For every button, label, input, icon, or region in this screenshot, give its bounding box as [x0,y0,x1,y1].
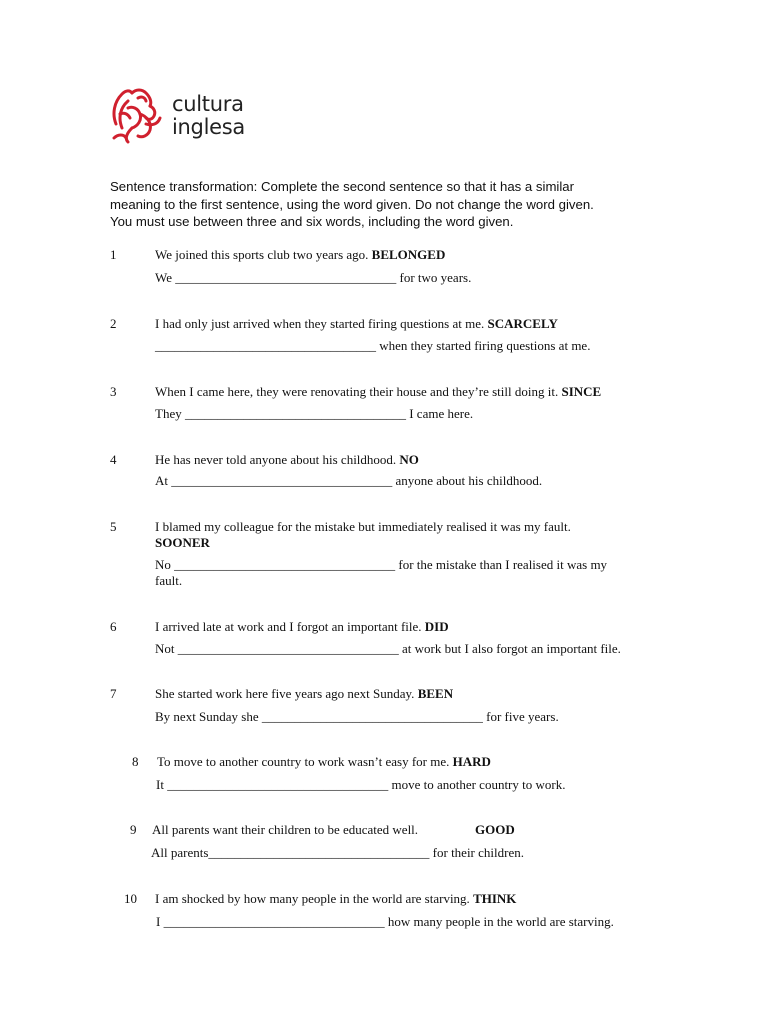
answer-suffix: for the mistake than I realised it was my [395,557,608,572]
keyword: SINCE [561,384,602,399]
item-number: 6 [110,619,117,634]
prompt-sentence [155,247,445,263]
logo-text-inglesa: inglesa [172,115,245,139]
keyword: SCARCELY [487,316,558,331]
answer-blank[interactable]: __________________________________ [177,641,399,656]
item-number: 9 [130,822,137,837]
prompt-keyword-line [475,822,515,838]
instructions [110,178,650,231]
prompt-sentence [155,452,419,468]
answer-prefix: I [156,914,164,929]
sentence-text: To move to another country to work wasn’t easy for me. [157,754,450,769]
sentence-text: She started work here five years ago next Sunday. [155,686,415,701]
logo-text-cultura: cultura [172,92,244,116]
item-number: 7 [110,686,117,701]
answer-prefix: At [155,473,172,488]
keyword: HARD [452,754,491,769]
item-number: 5 [110,519,117,534]
answer-prefix: We [155,270,176,285]
answer-continuation: fault. [155,573,183,588]
sentence-text: All parents want their children to be educated well. [152,822,419,837]
answer-line [156,777,565,793]
item-number: 4 [110,452,117,467]
answer-suffix: move to another country to work. [388,777,566,792]
answer-line [151,845,524,861]
keyword: BELONGED [371,247,446,262]
prompt-sentence [155,519,571,535]
sentence-text: He has never told anyone about his childhood. [155,452,397,467]
answer-prefix: All parents [151,845,209,860]
answer-blank[interactable]: __________________________________ [208,845,430,860]
item-number: 10 [124,891,137,906]
keyword: SOONER [155,535,210,550]
keyword: BEEN [417,686,454,701]
sentence-text: When I came here, they were renovating their house and they’re still doing it. [155,384,559,399]
keyword: GOOD [475,822,515,837]
instructions-line: meaning to the first sentence, using the word given. Do not change the word given. [110,196,594,212]
answer-suffix: for two years. [396,270,472,285]
answer-suffix: how many people in the world are starving. [384,914,614,929]
prompt-sentence [155,316,558,332]
prompt-sentence [152,822,418,838]
answer-line [155,709,559,725]
item-number: 3 [110,384,117,399]
prompt-sentence [155,619,449,635]
sentence-text: I am shocked by how many people in the world are starving. [155,891,470,906]
item-number: 1 [110,247,117,262]
instructions-line: Sentence transformation: Complete the second sentence so that it has a similar [110,179,575,194]
answer-prefix: By next Sunday she [155,709,262,724]
prompt-sentence [157,754,491,770]
answer-blank[interactable]: __________________________________ [174,557,396,572]
answer-blank[interactable]: __________________________________ [261,709,483,724]
answer-suffix: for five years. [482,709,559,724]
answer-blank[interactable]: __________________________________ [155,338,376,353]
answer-line [155,270,471,286]
answer-prefix: Not [155,641,178,656]
answer-blank[interactable]: __________________________________ [167,777,389,792]
answer-line [155,338,590,354]
sentence-text: I blamed my colleague for the mistake but immediately realised it was my fault. [155,519,571,534]
answer-prefix: No [155,557,175,572]
answer-blank[interactable]: __________________________________ [171,473,393,488]
prompt-sentence [155,384,601,400]
answer-suffix: at work but I also forgot an important file. [398,641,621,656]
keyword: NO [399,452,419,467]
prompt-keyword-line [155,535,210,551]
answer-suffix: when they started firing questions at me. [376,338,591,353]
lion-emblem-icon [108,84,168,146]
sentence-text: I arrived late at work and I forgot an important file. [155,619,422,634]
answer-line [156,914,614,930]
instructions-line: You must use between three and six words, including the word given. [110,214,514,229]
prompt-sentence [155,686,453,702]
answer-blank[interactable]: __________________________________ [163,914,385,929]
answer-line [155,473,542,489]
answer-prefix: They [155,406,185,421]
cultura-inglesa-logo [108,84,258,146]
answer-suffix: I came here. [405,406,474,421]
sentence-text: We joined this sports club two years ago. [155,247,369,262]
answer-line [155,557,607,573]
item-number: 8 [132,754,139,769]
keyword: DID [424,619,449,634]
answer-suffix: for their children. [429,845,524,860]
answer-line [155,406,473,422]
item-number: 2 [110,316,117,331]
keyword: THINK [473,891,517,906]
prompt-sentence [155,891,516,907]
answer-suffix: anyone about his childhood. [392,473,543,488]
answer-blank[interactable]: __________________________________ [184,406,406,421]
sentence-text: I had only just arrived when they started firing questions at me. [155,316,485,331]
answer-prefix: It [156,777,168,792]
answer-blank[interactable]: __________________________________ [175,270,397,285]
answer-line [155,641,621,657]
